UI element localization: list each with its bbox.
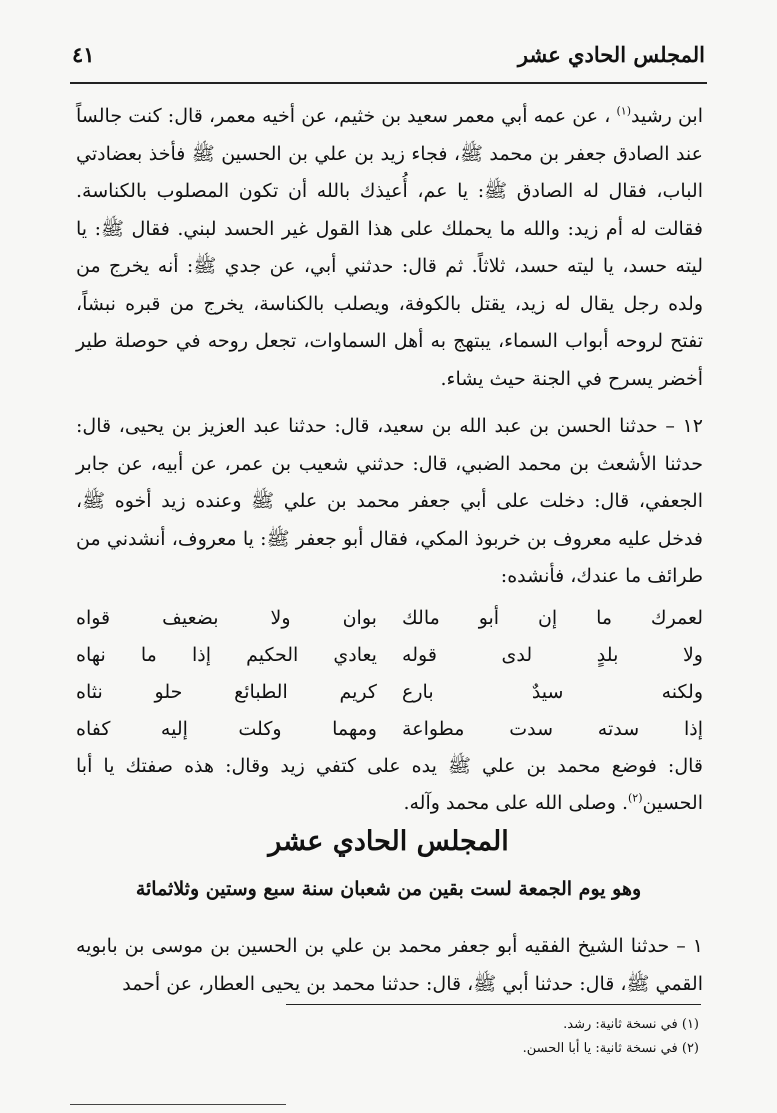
poem — [76, 600, 703, 748]
section-paragraph: ١ – حدثنا الشيخ الفقيه أبو جعفر محمد بن علي بن الحسين بن موسى بن بابويه القمي ﷺ، قال: حدثنا أبي ﷺ، قال: حدثنا محمد بن يحيى العطار، عن أحمد — [76, 935, 703, 995]
paragraph-1-rest: ، عن عمه أبي معمر سعيد بن خثيم، عن أخيه معمر، قال: كنت جالساً عند الصادق جعفر بن محمد ﷺ، فجاء زيد بن علي بن الحسين ﷺ فأخذ بعضادتي الباب، فقال له الصادق ﷺ: يا عم، أُعيذك بالله أن تكون المصلوب بالكناسة. فقالت له أم زيد: والله ما يحملك على هذا القول غير الحسد لبني. فقال ﷺ: يا ليته حسد، يا ليته حسد، ثلاثاً. ثم قال: حدثني أبي، عن جدي ﷺ: أنه يخرج من ولده رجل يقال له زيد، يقتل بالكوفة، ويصلب بالكناسة، يخرج من قبره نبشاً، تفتح لروحه أبواب السماء، يبتهج به أهل السماوات، تجعل روحه في حوصلة طير أخضر يسرح في الجنة حيث يشاء. — [76, 105, 703, 390]
closing-paragraph — [76, 748, 703, 823]
running-title: المجلس الحادي عشر — [517, 42, 705, 67]
section-title: المجلس الحادي عشر — [268, 826, 509, 857]
bottom-rule — [70, 1104, 286, 1105]
section-text — [76, 928, 703, 1003]
poem-verse — [76, 711, 703, 748]
verse-first-hemistich: ولكنه سيدٌ بارع — [402, 680, 703, 703]
verse-second-hemistich: كريم الطبائع حلو نثاه — [76, 680, 377, 703]
footnote-ref-1[interactable]: (١) — [616, 104, 632, 118]
paragraph-1-start: ابن رشيد — [631, 105, 703, 127]
verse-second-hemistich: ومهما وكلت إليه كفاه — [76, 717, 377, 740]
section-subtitle: وهو يوم الجمعة لست بقين من شعبان سنة سبع وستين وثلاثمائة — [135, 878, 642, 900]
footnote-2: (٢) في نسخة ثانية: يا أبا الحسن. — [522, 1041, 699, 1056]
page-number: ٤١ — [72, 42, 95, 67]
closing-start: قال: فوضع محمد بن علي ﷺ يده على كتفي زيد وقال: هذه صفتك يا أبا الحسين — [76, 754, 703, 814]
verse-first-hemistich: ولا بلدٍ لدى قوله — [402, 643, 703, 666]
running-header — [72, 42, 705, 76]
footnote-rule — [286, 1004, 701, 1005]
paragraph-2: ١٢ – حدثنا الحسن بن عبد الله بن سعيد، قال: حدثنا عبد العزيز بن يحيى، قال: حدثنا الأشعث بن محمد الضبي، قال: حدثني شعيب بن عمر، عن أبيه، عن جابر الجعفي، قال: دخلت على أبي جعفر محمد بن علي ﷺ وعنده زيد أخوه ﷺ، فدخل عليه معروف بن خربوذ المكي، فقال أبو جعفر ﷺ: يا معروف، أنشدني من طرائف ما عندك، فأنشده: — [76, 415, 703, 587]
verse-first-hemistich: لعمرك ما إن أبو مالك — [402, 606, 703, 629]
footnote-1: (١) في نسخة ثانية: رشد. — [563, 1017, 699, 1032]
verse-first-hemistich: إذا سدته سدت مطواعة — [402, 717, 703, 740]
poem-verse — [76, 674, 703, 711]
main-text — [76, 98, 703, 823]
verse-second-hemistich: يعادي الحكيم إذا ما نهاه — [76, 643, 377, 666]
poem-verse — [76, 637, 703, 674]
paragraph-1 — [76, 98, 703, 398]
footnote-ref-2[interactable]: (٢) — [628, 791, 643, 805]
verse-second-hemistich: بوان ولا بضعيف قواه — [76, 606, 377, 629]
header-rule — [70, 82, 707, 84]
footnotes — [300, 1013, 699, 1061]
poem-verse — [76, 600, 703, 637]
closing-rest: . وصلى الله على محمد وآله. — [403, 792, 628, 814]
